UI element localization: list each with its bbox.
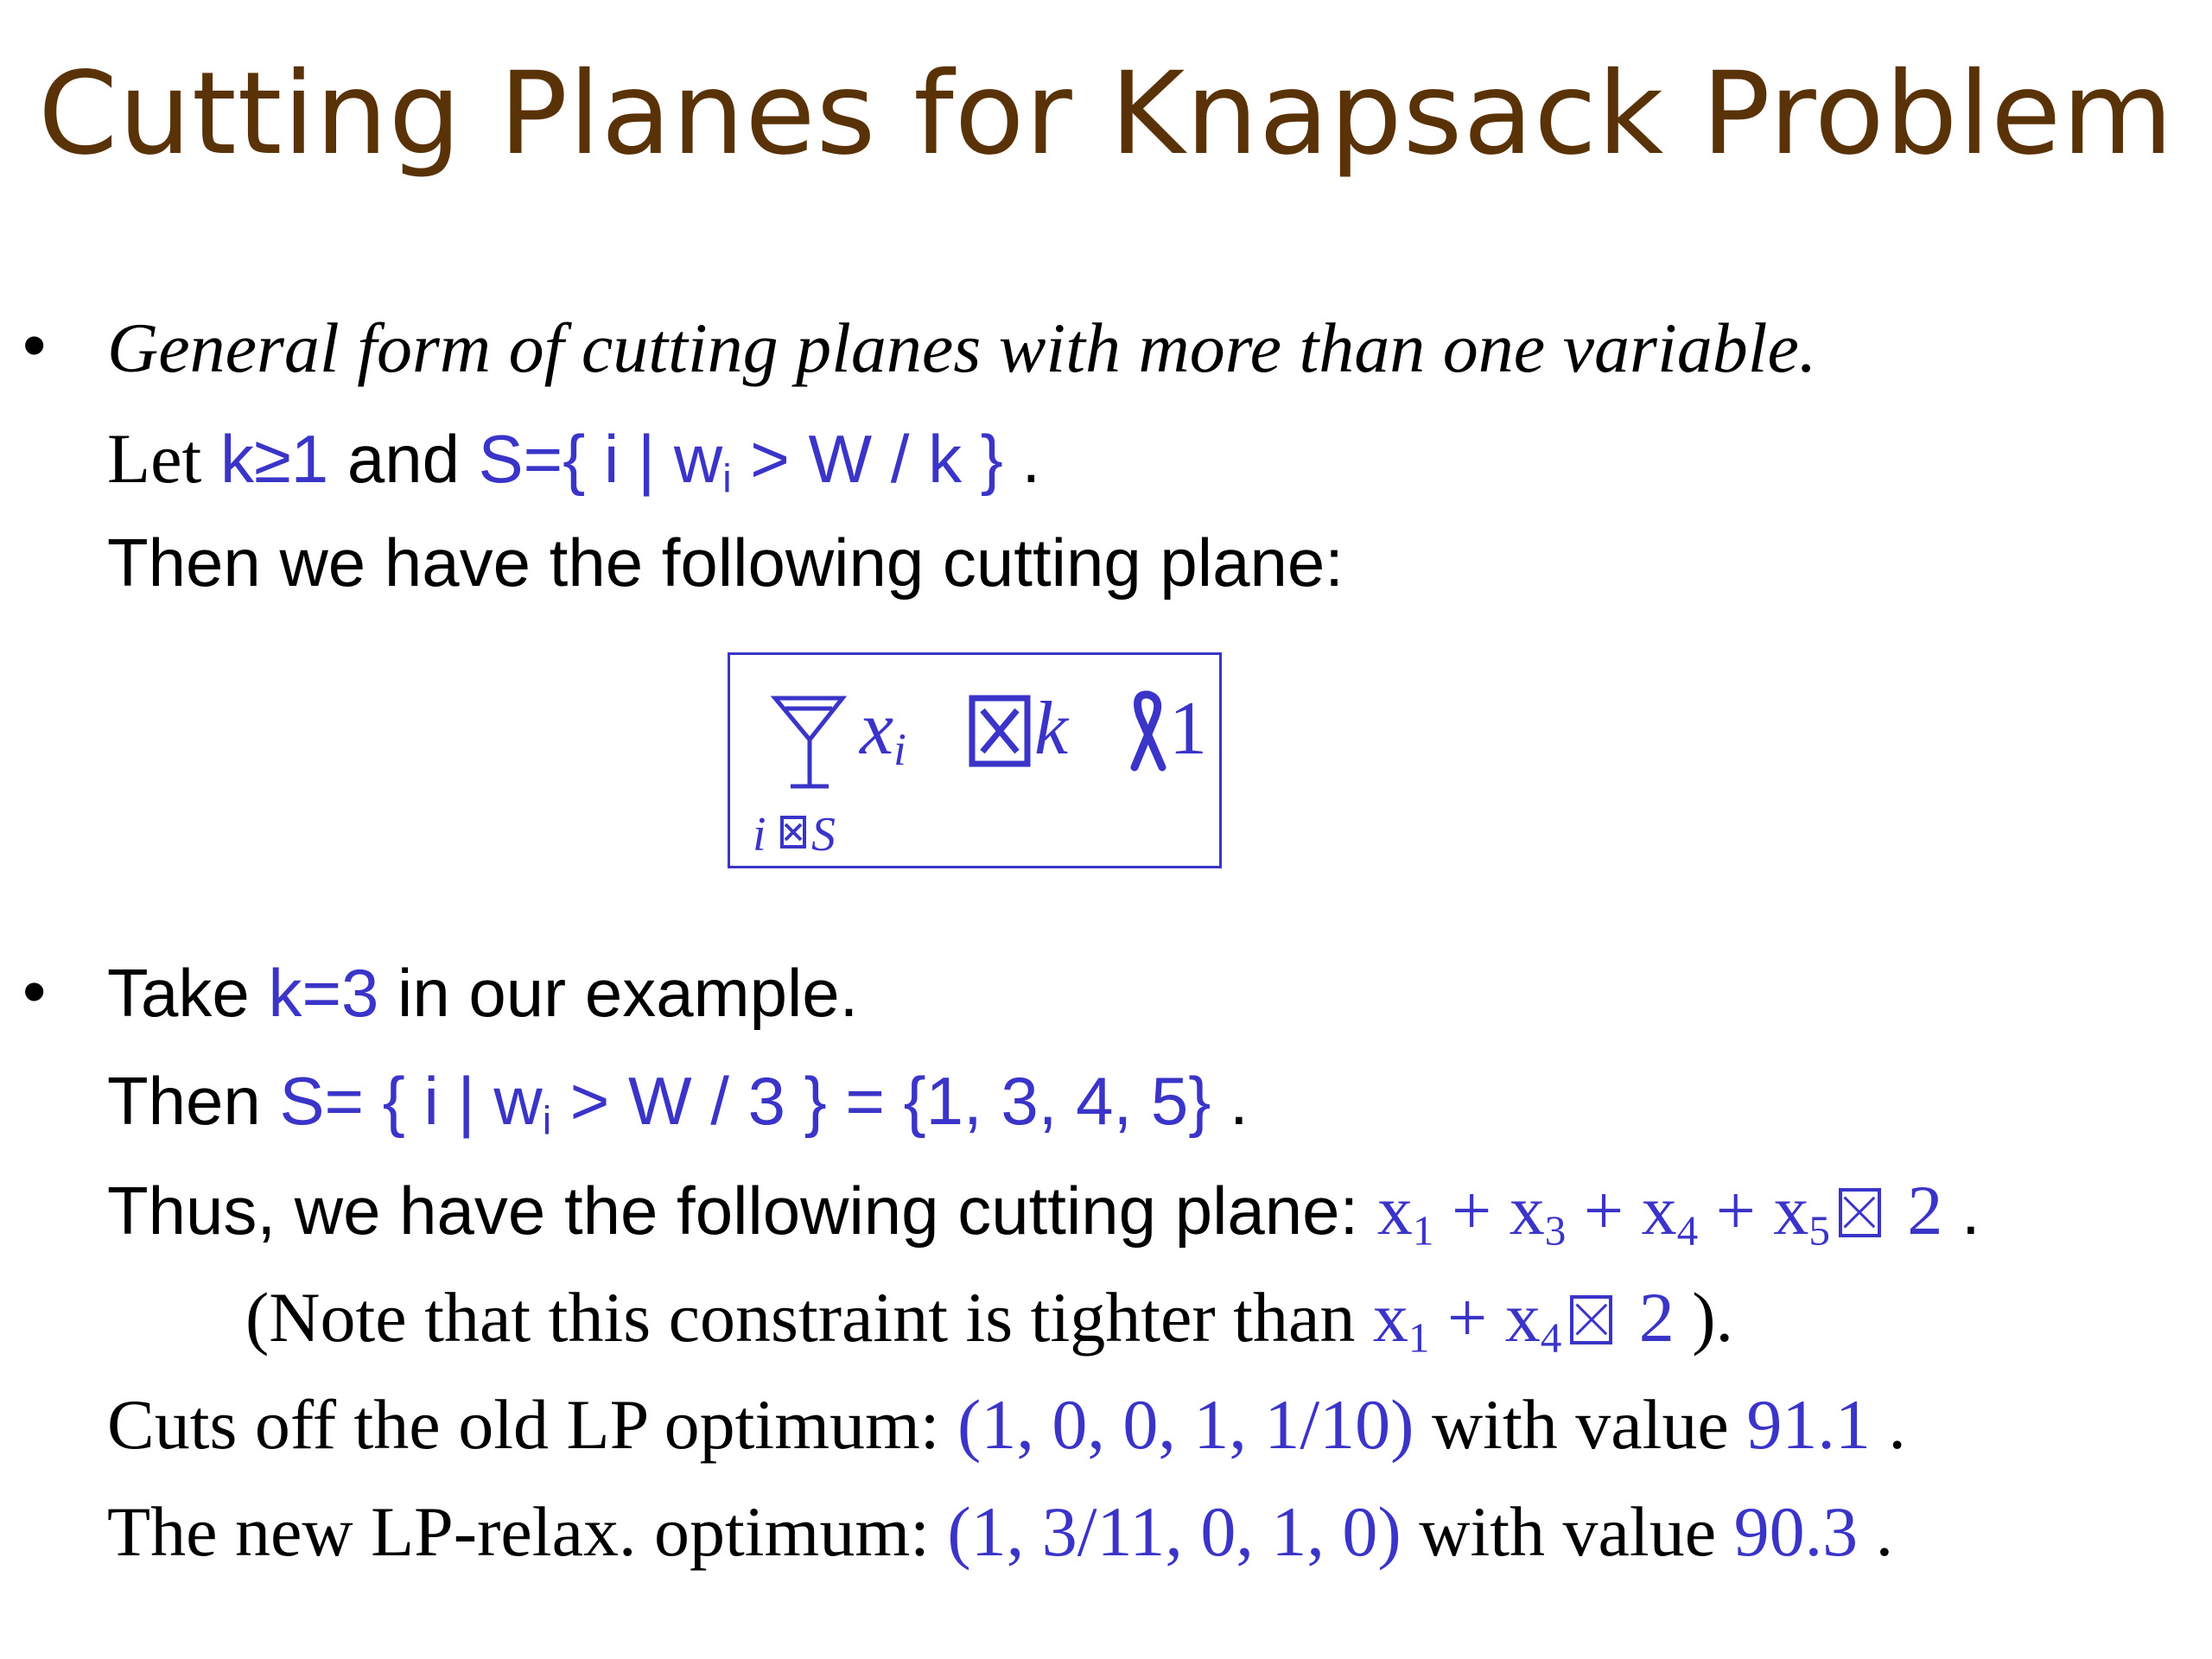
then-line: Then we have the following cutting plane: bbox=[107, 524, 1344, 601]
cut-expression: $x_1 + x_3 + x_4 + x_5$ 2 bbox=[1376, 1171, 1943, 1255]
with-value: with value bbox=[1431, 1385, 1729, 1464]
then-word: Then bbox=[107, 1063, 261, 1139]
note-line bbox=[245, 1278, 1734, 1362]
thus-line bbox=[107, 1171, 1980, 1255]
note-expression: $x_1 + x_4$ 2 bbox=[1372, 1278, 1675, 1362]
note-suffix: ). bbox=[1692, 1278, 1734, 1357]
take-line bbox=[107, 955, 859, 1031]
inequality-box-icon bbox=[1570, 1295, 1612, 1344]
formula-index-i: i bbox=[753, 808, 766, 861]
let-line bbox=[107, 419, 1041, 501]
sum-icon bbox=[775, 698, 842, 786]
new-value: 90.3 bbox=[1733, 1492, 1859, 1571]
slide-title: Cutting Planes for Knapsack Problem bbox=[38, 48, 2174, 181]
and-word: and bbox=[346, 421, 460, 497]
let-word: Let bbox=[107, 419, 202, 498]
period: . bbox=[1229, 1063, 1249, 1139]
formula-x: $x_i$ bbox=[860, 687, 906, 776]
period: . bbox=[1021, 421, 1041, 497]
inequality-box-icon bbox=[972, 698, 1027, 764]
period: . bbox=[1875, 1492, 1894, 1571]
cuts-off-line bbox=[107, 1385, 1906, 1464]
inequality-box-icon bbox=[1839, 1188, 1881, 1237]
thus-text: Thus, we have the following cutting plane: bbox=[107, 1173, 1359, 1249]
set-definition: S={ i | $w_i > W / k$ } bbox=[478, 421, 1003, 501]
cutting-plane-formula-box bbox=[728, 652, 1222, 868]
ribbon-icon bbox=[1135, 695, 1162, 767]
formula-one: 1 bbox=[1169, 687, 1207, 771]
new-prefix: The new LP-relax. optimum: bbox=[107, 1492, 930, 1571]
with-value: with value bbox=[1419, 1492, 1717, 1571]
note-prefix: (Note that this constraint is tighter than bbox=[245, 1278, 1356, 1357]
bullet-1: • bbox=[22, 307, 47, 383]
old-optimum: (1, 0, 0, 1, 1/10) bbox=[957, 1385, 1414, 1464]
take-word: Take bbox=[107, 955, 250, 1031]
period: . bbox=[1961, 1173, 1980, 1249]
new-optimum-line bbox=[107, 1492, 1894, 1571]
bullet-2: • bbox=[22, 953, 47, 1029]
general-form-heading: General form of cutting planes with more than one variable. bbox=[107, 308, 1817, 387]
old-value: 91.1 bbox=[1746, 1385, 1871, 1464]
in-example: in our example. bbox=[397, 955, 859, 1031]
formula-k: k bbox=[1034, 687, 1069, 771]
period: . bbox=[1888, 1385, 1906, 1464]
k-value: k=3 bbox=[268, 955, 379, 1031]
formula-index-s: S bbox=[811, 808, 836, 861]
formula-glyphs bbox=[730, 655, 1219, 866]
k-condition: k≥1 bbox=[219, 421, 329, 497]
cuts-prefix: Cuts off the old LP optimum: bbox=[107, 1385, 940, 1464]
set-example: S= { i | $w_i > W / 3$ } = {1, 3, 4, 5} bbox=[279, 1063, 1211, 1143]
new-optimum: (1, 3/11, 0, 1, 0) bbox=[947, 1492, 1402, 1571]
then-set-line bbox=[107, 1063, 1249, 1143]
element-of-icon bbox=[782, 817, 804, 847]
